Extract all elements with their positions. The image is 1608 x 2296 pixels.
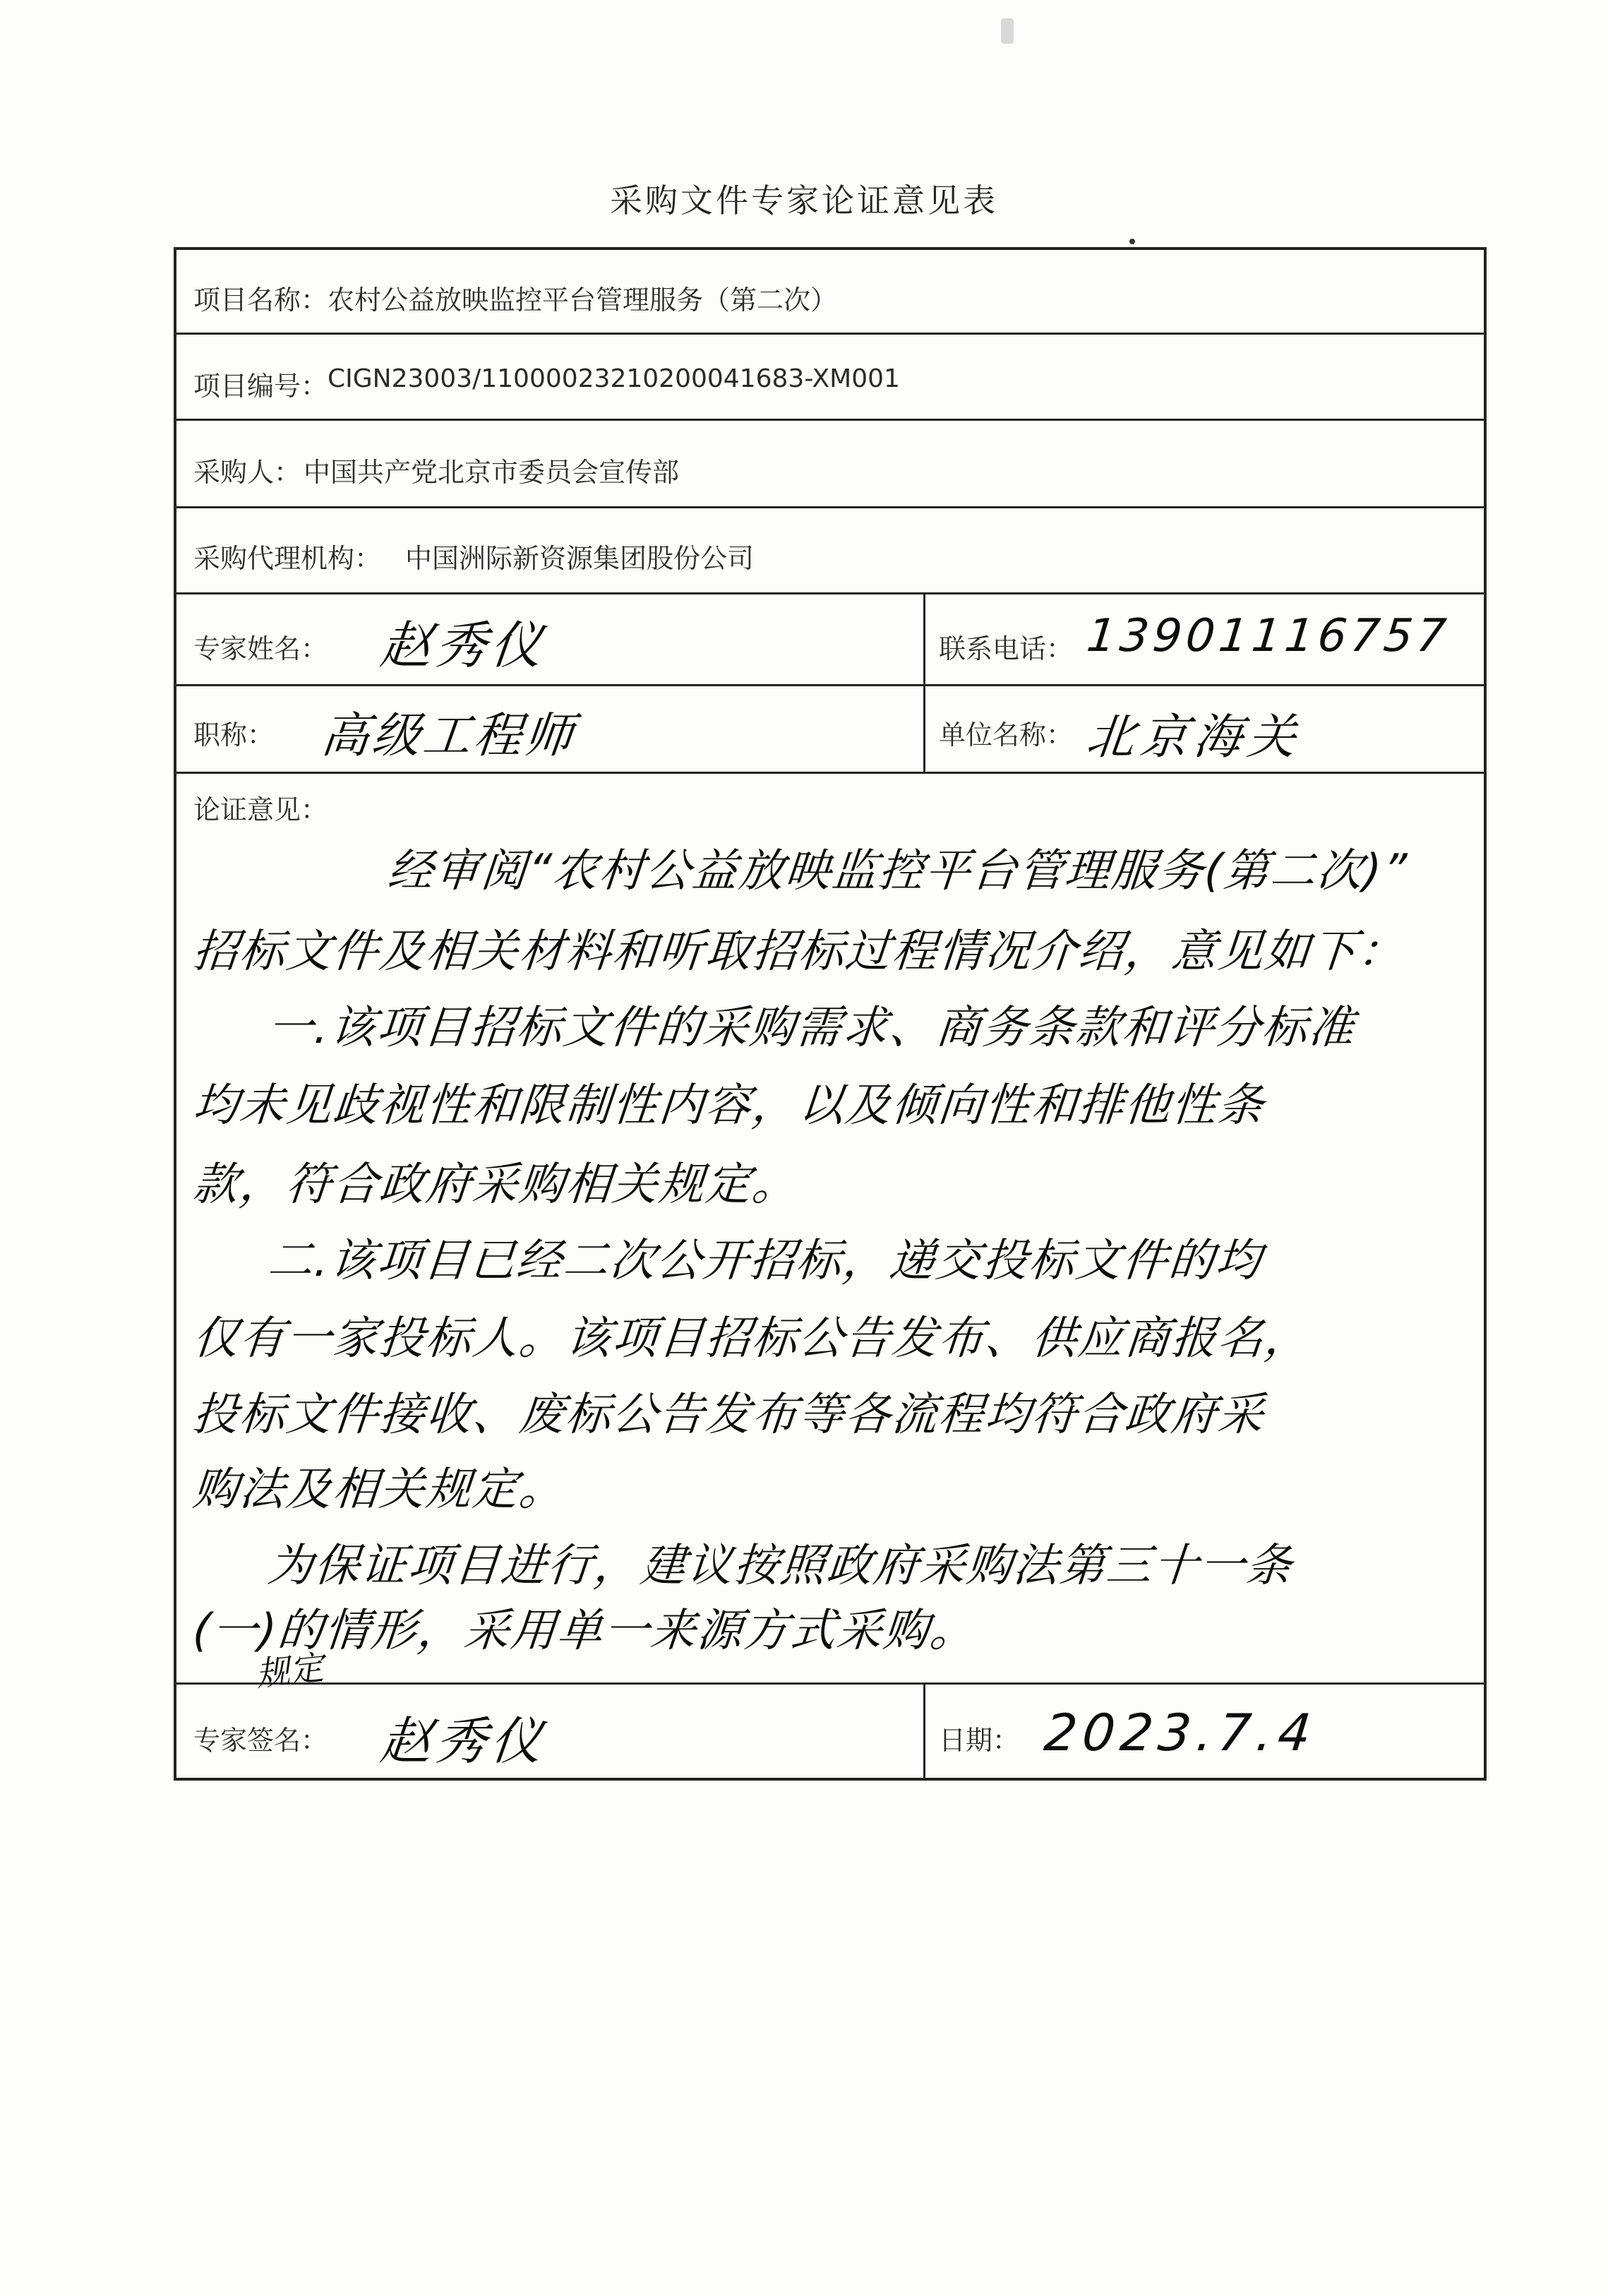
purchaser-label: 采购人： — [193, 457, 301, 488]
opinion-row — [176, 774, 1484, 1694]
opinion-label: 论证意见： — [193, 794, 328, 825]
expert-name-row — [176, 594, 1484, 686]
column-divider — [923, 594, 925, 684]
signature-row — [176, 1685, 1484, 1781]
agency-label: 采购代理机构： — [193, 543, 382, 574]
opinion-line: 招标文件及相关材料和听取招标过程情况介绍，意见如下： — [191, 926, 1407, 978]
date-handwritten: 2023.7.4 — [1041, 1703, 1320, 1762]
expert-signature: 赵秀仪 — [377, 1711, 549, 1771]
margin-note: 规定 — [253, 1648, 326, 1694]
job-title-label: 职称： — [193, 719, 275, 751]
opinion-line: 为保证项目进行，建议按照政府采购法第三十一条 — [265, 1540, 1295, 1592]
scan-dot — [1129, 239, 1135, 244]
opinion-line: 一.该项目招标文件的采购需求、商务条款和评分标准 — [265, 1002, 1358, 1054]
column-divider — [923, 1685, 925, 1781]
agency-row — [176, 508, 1484, 594]
organization-label: 单位名称： — [939, 719, 1074, 751]
opinion-line: (一)的情形，采用单一来源方式采购。 — [191, 1605, 979, 1657]
phone-handwritten: 13901116757 — [1084, 610, 1453, 662]
opinion-line: 投标文件接收、废标公告发布等各流程均符合政府采 — [191, 1389, 1267, 1441]
phone-label: 联系电话： — [939, 633, 1074, 664]
document-title: 采购文件专家论证意见表 — [610, 181, 998, 220]
purchaser-value: 中国共产党北京市委员会宣传部 — [304, 457, 680, 488]
job-title-handwritten: 高级工程师 — [318, 708, 579, 764]
project-number-value: CIGN23003/11000023210200041683-XM001 — [328, 364, 900, 393]
column-divider — [923, 686, 925, 772]
job-title-row — [176, 686, 1484, 774]
opinion-line: 购法及相关规定。 — [191, 1464, 568, 1516]
project-name-value: 农村公益放映监控平台管理服务（第二次） — [328, 285, 838, 316]
date-label: 日期： — [939, 1725, 1020, 1756]
expert-name-handwritten: 赵秀仪 — [377, 616, 549, 675]
expert-name-label: 专家姓名： — [193, 633, 328, 664]
project-name-row — [176, 250, 1484, 335]
scan-speck — [1001, 18, 1014, 44]
project-number-label: 项目编号： — [193, 371, 328, 402]
opinion-line: 均未见歧视性和限制性内容，以及倾向性和排他性条 — [191, 1080, 1267, 1132]
agency-value: 中国洲际新资源集团股份公司 — [405, 543, 755, 574]
opinion-line: 仅有一家投标人。该项目招标公告发布、供应商报名， — [191, 1313, 1314, 1365]
organization-handwritten: 北京海关 — [1084, 710, 1304, 765]
opinion-form — [174, 247, 1487, 1781]
opinion-line: 款，符合政府采购相关规定。 — [191, 1159, 801, 1211]
signature-label: 专家签名： — [193, 1725, 328, 1756]
project-number-row — [176, 335, 1484, 421]
opinion-line: 经审阅“农村公益放映监控平台管理服务(第二次)” — [385, 845, 1410, 897]
opinion-line: 二.该项目已经二次公开招标，递交投标文件的均 — [265, 1235, 1265, 1287]
project-name-label: 项目名称： — [193, 285, 328, 316]
purchaser-row — [176, 421, 1484, 508]
